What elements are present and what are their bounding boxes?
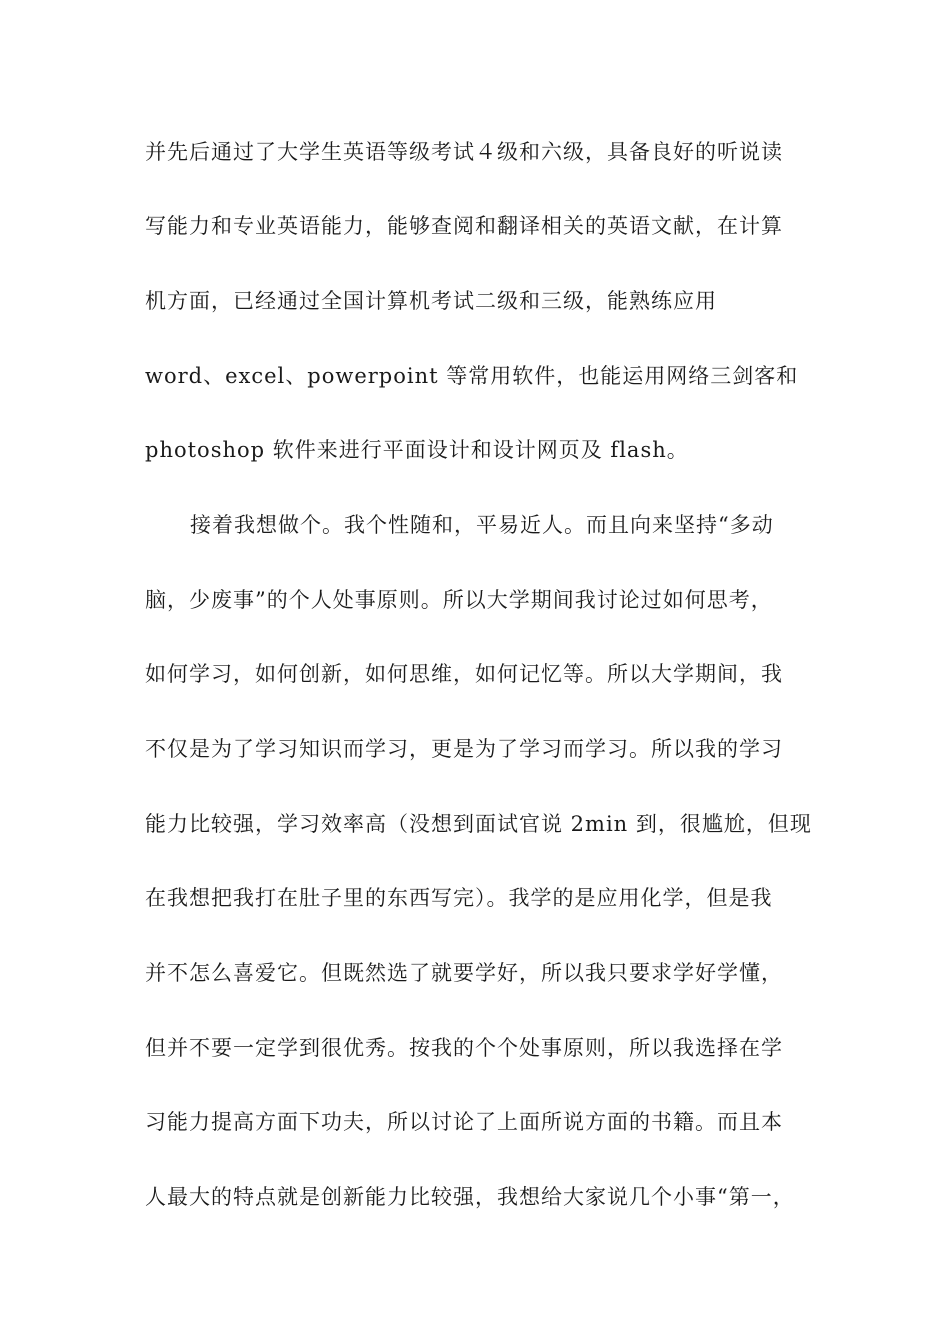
text-line: word、excel、powerpoint 等常用软件，也能运用网络三剑客和 (145, 364, 799, 388)
text-line: 并不怎么喜爱它。但既然选了就要学好，所以我只要求学好学懂， (145, 961, 783, 985)
text-line: 但并不要一定学到很优秀。按我的个个处事原则，所以我选择在学 (145, 1036, 783, 1060)
text-line: 如何学习，如何创新，如何思维，如何记忆等。所以大学期间，我 (145, 662, 783, 686)
text-line: photoshop 软件来进行平面设计和设计网页及 flash。 (145, 438, 689, 462)
text-line: 能力比较强，学习效率高（没想到面试官说 2min 到，很尴尬，但现 (145, 812, 812, 836)
text-line: 习能力提高方面下功夫，所以讨论了上面所说方面的书籍。而且本 (145, 1110, 783, 1134)
paragraph-first-line: 接着我想做个。我个性随和，平易近人。而且向来坚持“多动 (190, 513, 774, 537)
text-line: 人最大的特点就是创新能力比较强，我想给大家说几个小事“第一， (145, 1185, 795, 1209)
text-line: 机方面，已经通过全国计算机考试二级和三级，能熟练应用 (145, 289, 717, 313)
text-line: 在我想把我打在肚子里的东西写完）。我学的是应用化学，但是我 (145, 886, 773, 910)
text-line: 不仅是为了学习知识而学习，更是为了学习而学习。所以我的学习 (145, 737, 783, 761)
text-line: 脑，少废事”的个人处事原则。所以大学期间我讨论过如何思考， (145, 588, 773, 612)
text-line: 并先后通过了大学生英语等级考试４级和六级，具备良好的听说读 (145, 140, 783, 164)
text-line: 写能力和专业英语能力，能够查阅和翻译相关的英语文献，在计算 (145, 214, 783, 238)
